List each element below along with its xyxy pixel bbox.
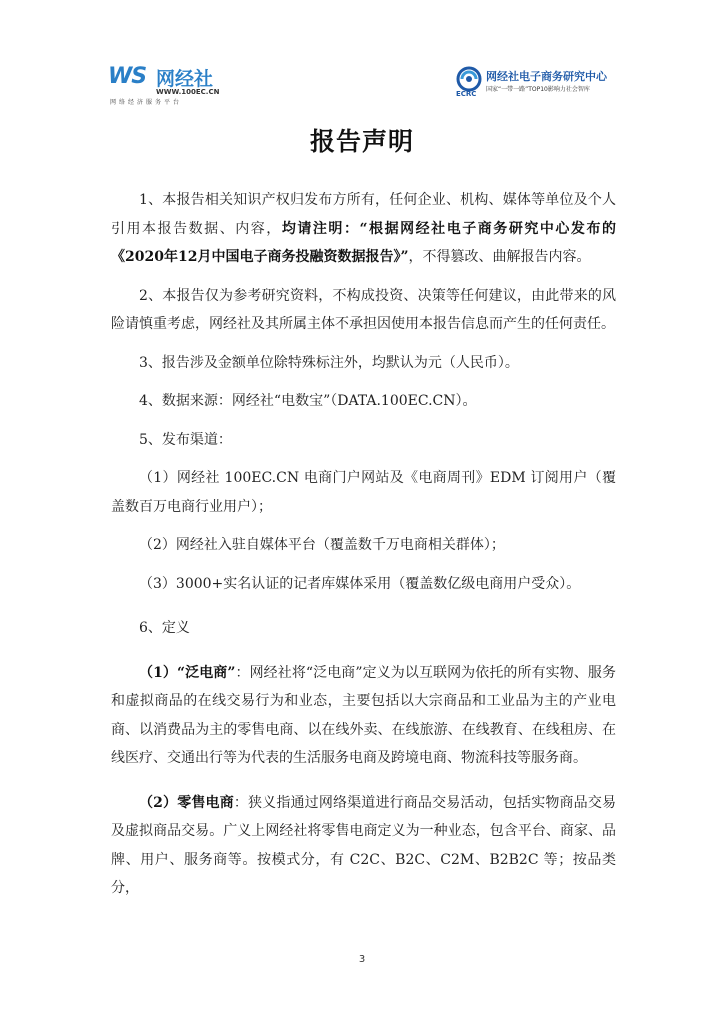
channel-2: （2）网经社入驻自媒体平台（覆盖数千万电商相关群体）；	[139, 537, 505, 553]
clause-6: 6、定义	[139, 620, 190, 636]
clause-1: 1、本报告相关知识产权归发布方所有，任何企业、机构、媒体等单位及个人引用本报告数据、内容，均请注明：“根据网经社电子商务研究中心发布的《2020年12月中国电子商务投融资数据报告》”，不得篡改、曲解报告内容。	[111, 192, 616, 265]
channel-3: （3）3000+实名认证的记者库媒体采用（覆盖数亿级电商用户受众）。	[139, 575, 581, 592]
logo-tagline: 网络经济服务平台	[110, 99, 183, 106]
clause-4: 4、数据来源：网经社“电数宝”（DATA.100EC.CN）。	[139, 393, 477, 409]
logo-url: WWW.100EC.CN	[156, 88, 220, 96]
wangjingshe-logo	[108, 64, 248, 106]
page-title: 报告声明	[309, 127, 414, 156]
definition-retail-ecommerce: （2）零售电商：狭义指通过网络渠道进行商品交易活动，包括实物商品交易及虚拟商品交易。广义上网经社将零售电商定义为一种业态，包含平台、商家、品牌、用户、服务商等。按模式分，有 C2C、B2C、C2M、B2B2C 等；按品类分，	[111, 794, 616, 896]
page-number: 3	[358, 954, 366, 965]
definition-pan-ecommerce: （1）“泛电商”：网经社将“泛电商”定义为以互联网为依托的所有实物、服务和虚拟商品的在线交易行为和业态，主要包括以大宗商品和工业品为主的产业电商、以消费品为主的零售电商、以在线外卖、在线旅游、在线教育、在线租房、在线医疗、交通出行等为代表的生活服务电商及跨境电商、物流科技等服务商。	[111, 664, 616, 766]
ecrc-subtitle: 国家“一带一路”TOP10影响力社会智库	[486, 86, 590, 93]
clause-3: 3、报告涉及金额单位除特殊标注外，均默认为元（人民币）。	[139, 354, 519, 371]
ecrc-logo	[456, 66, 636, 102]
statement-body	[111, 186, 616, 903]
channel-1: （1）网经社 100EC.CN 电商门户网站及《电商周刊》EDM 订阅用户（覆盖数百万电商行业用户）；	[111, 470, 616, 515]
logo-name: 网经社	[156, 68, 214, 90]
ecrc-name: 网经社电子商务研究中心	[486, 70, 607, 83]
ecrc-abbr: ECRC	[456, 90, 477, 98]
clause-5: 5、发布渠道：	[139, 431, 232, 448]
clause-2: 2、本报告仅为参考研究资料，不构成投资、决策等任何建议，由此带来的风险请慎重考虑，网经社及其所属主体不承担因使用本报告信息而产生的任何责任。	[111, 287, 616, 332]
citation-requirement: 均请注明：“根据网经社电子商务研究中心发布的《2020年12月中国电子商务投融资数据报告》”	[111, 220, 616, 265]
ws-logo-mark: WS	[108, 64, 147, 89]
